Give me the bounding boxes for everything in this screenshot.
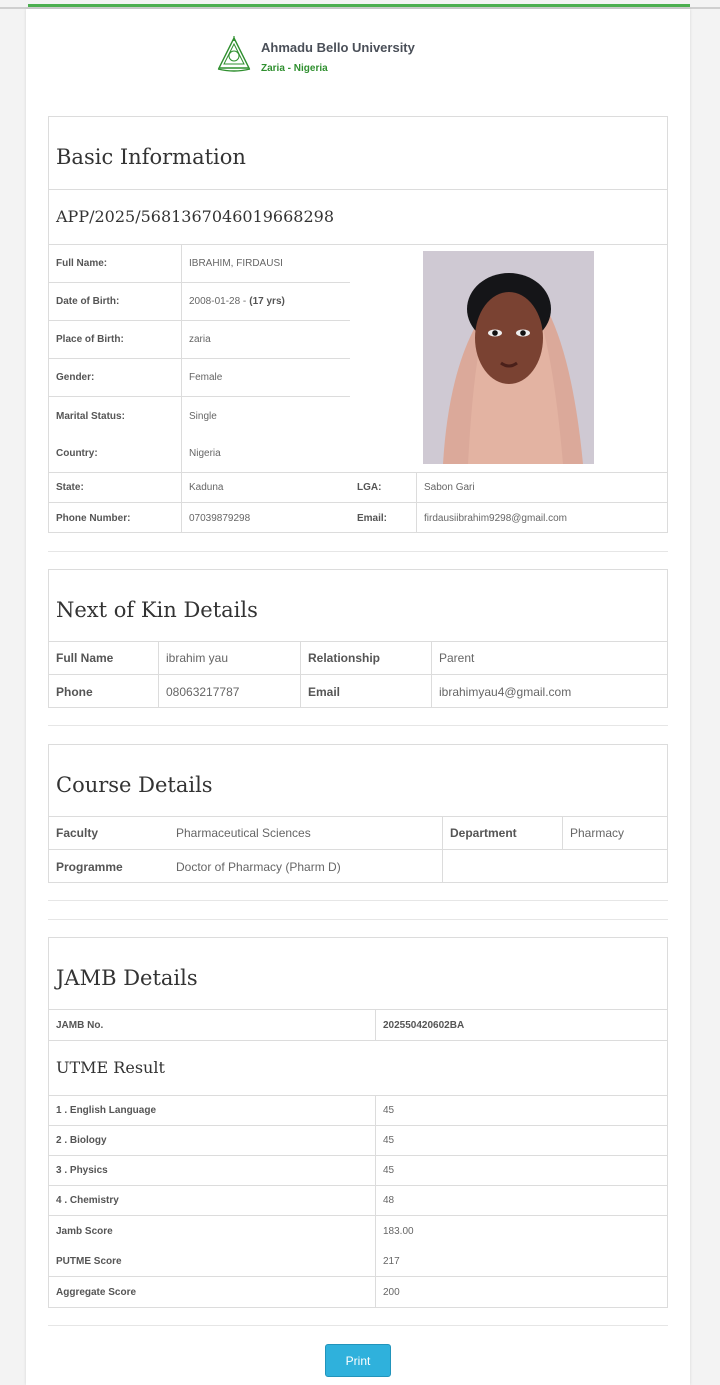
state-lga-row (49, 473, 667, 503)
jamb-no-label: JAMB No. (56, 1019, 104, 1031)
pob-row (49, 321, 350, 359)
kin-row-2 (49, 675, 667, 708)
course-row-2 (49, 850, 667, 883)
kin-relationship-value: Parent (439, 651, 475, 665)
aggregate-score-label: Aggregate Score (56, 1286, 137, 1298)
state-label: State: (56, 482, 84, 493)
gender-label: Gender: (56, 372, 95, 383)
subject-label: 3 . Physics (56, 1165, 108, 1176)
cell-divider (375, 1010, 376, 1041)
jamb-score-value: 183.00 (383, 1225, 414, 1237)
kin-email-label: Email (308, 684, 341, 699)
country-label: Country: (56, 448, 98, 459)
cell-divider (562, 817, 563, 850)
dob-row (49, 283, 350, 321)
marital-row (49, 397, 350, 435)
kin-relationship-label: Relationship (308, 651, 381, 665)
course-details-title: Course Details (49, 745, 667, 817)
next-of-kin-card (48, 569, 668, 708)
pob-label: Place of Birth: (56, 334, 124, 345)
cell-divider (416, 473, 417, 503)
section-divider (48, 900, 668, 901)
admission-sheet (26, 9, 690, 1385)
country-value: Nigeria (189, 448, 221, 459)
basic-information-card (48, 116, 668, 533)
jamb-no-value: 202550420602BA (383, 1019, 465, 1031)
jamb-score-label: Jamb Score (56, 1225, 113, 1237)
dob-value: 2008-01-28 - (189, 296, 247, 307)
section-divider (48, 1325, 668, 1326)
cell-divider (442, 817, 443, 883)
kin-name-label: Full Name (56, 651, 114, 665)
subject-row (49, 1186, 667, 1216)
cell-divider (158, 642, 159, 708)
course-row-1 (49, 817, 667, 850)
putme-score-value: 217 (383, 1255, 400, 1267)
section-divider (48, 919, 668, 920)
aggregate-score-value: 200 (383, 1286, 400, 1298)
column-divider (181, 245, 182, 473)
lga-value: Sabon Gari (424, 482, 475, 493)
email-value: firdausiibrahim9298@gmail.com (424, 512, 567, 524)
lga-label: LGA: (357, 482, 382, 493)
email-label: Email: (357, 512, 388, 524)
print-button[interactable]: Print (325, 1344, 391, 1377)
subject-label: 4 . Chemistry (56, 1195, 119, 1206)
dob-value-cell (182, 283, 350, 320)
phone-value: 07039879298 (189, 512, 251, 524)
kin-phone-value: 08063217787 (166, 684, 240, 699)
subject-label: 2 . Biology (56, 1135, 107, 1146)
full-name-row (49, 245, 350, 283)
university-name: Ahmadu Bello University (261, 40, 415, 55)
phone-label: Phone Number: (56, 512, 131, 524)
kin-phone-label: Phone (56, 684, 93, 699)
subject-score: 45 (383, 1135, 395, 1146)
kin-name-value: ibrahim yau (166, 651, 229, 665)
department-value: Pharmacy (570, 826, 625, 840)
faculty-label: Faculty (56, 826, 99, 840)
kin-email-value: ibrahimyau4@gmail.com (439, 684, 572, 699)
top-accent-bar (28, 4, 690, 7)
kin-row-1 (49, 642, 667, 675)
faculty-value: Pharmaceutical Sciences (176, 826, 311, 840)
cell-divider (375, 1096, 376, 1307)
subject-score: 48 (383, 1195, 395, 1206)
subject-label: 1 . English Language (56, 1105, 157, 1116)
marital-label: Marital Status: (56, 410, 125, 422)
jamb-no-row (49, 1010, 667, 1041)
section-divider (48, 725, 668, 726)
jamb-details-title: JAMB Details (49, 938, 667, 1010)
subject-score: 45 (383, 1105, 395, 1116)
state-value: Kaduna (189, 482, 224, 493)
full-name-label: Full Name: (56, 258, 108, 269)
course-details-card (48, 744, 668, 883)
next-of-kin-title: Next of Kin Details (49, 570, 667, 642)
subject-row (49, 1126, 667, 1156)
application-number: APP/2025/5681367046019668298 (49, 190, 667, 245)
cell-divider (181, 473, 182, 503)
cell-divider (300, 642, 301, 708)
cell-divider (431, 642, 432, 708)
department-label: Department (450, 826, 517, 840)
passport-photo (423, 251, 594, 464)
pob-value: zaria (189, 334, 211, 345)
putme-score-label: PUTME Score (56, 1255, 122, 1267)
university-logo-icon (215, 35, 253, 73)
aggregate-score-row (49, 1277, 667, 1307)
programme-value: Doctor of Pharmacy (Pharm D) (176, 859, 341, 874)
section-divider (48, 551, 668, 552)
putme-score-row (49, 1246, 667, 1277)
university-location: Zaria - Nigeria (261, 63, 328, 74)
subject-row (49, 1096, 667, 1126)
basic-information-title: Basic Information (49, 117, 667, 190)
jamb-details-card (48, 937, 668, 1308)
phone-email-row (49, 503, 667, 533)
jamb-score-row (49, 1216, 667, 1246)
utme-result-title: UTME Result (49, 1041, 667, 1096)
cell-divider (416, 503, 417, 533)
subject-row (49, 1156, 667, 1186)
age-value: (17 yrs) (249, 296, 285, 307)
gender-value: Female (189, 372, 223, 383)
subject-score: 45 (383, 1165, 395, 1176)
marital-value: Single (189, 410, 217, 422)
cell-divider (181, 503, 182, 533)
dob-label: Date of Birth: (56, 296, 120, 307)
full-name-value: IBRAHIM, FIRDAUSI (189, 258, 283, 269)
programme-label: Programme (56, 859, 123, 874)
gender-row (49, 359, 350, 397)
